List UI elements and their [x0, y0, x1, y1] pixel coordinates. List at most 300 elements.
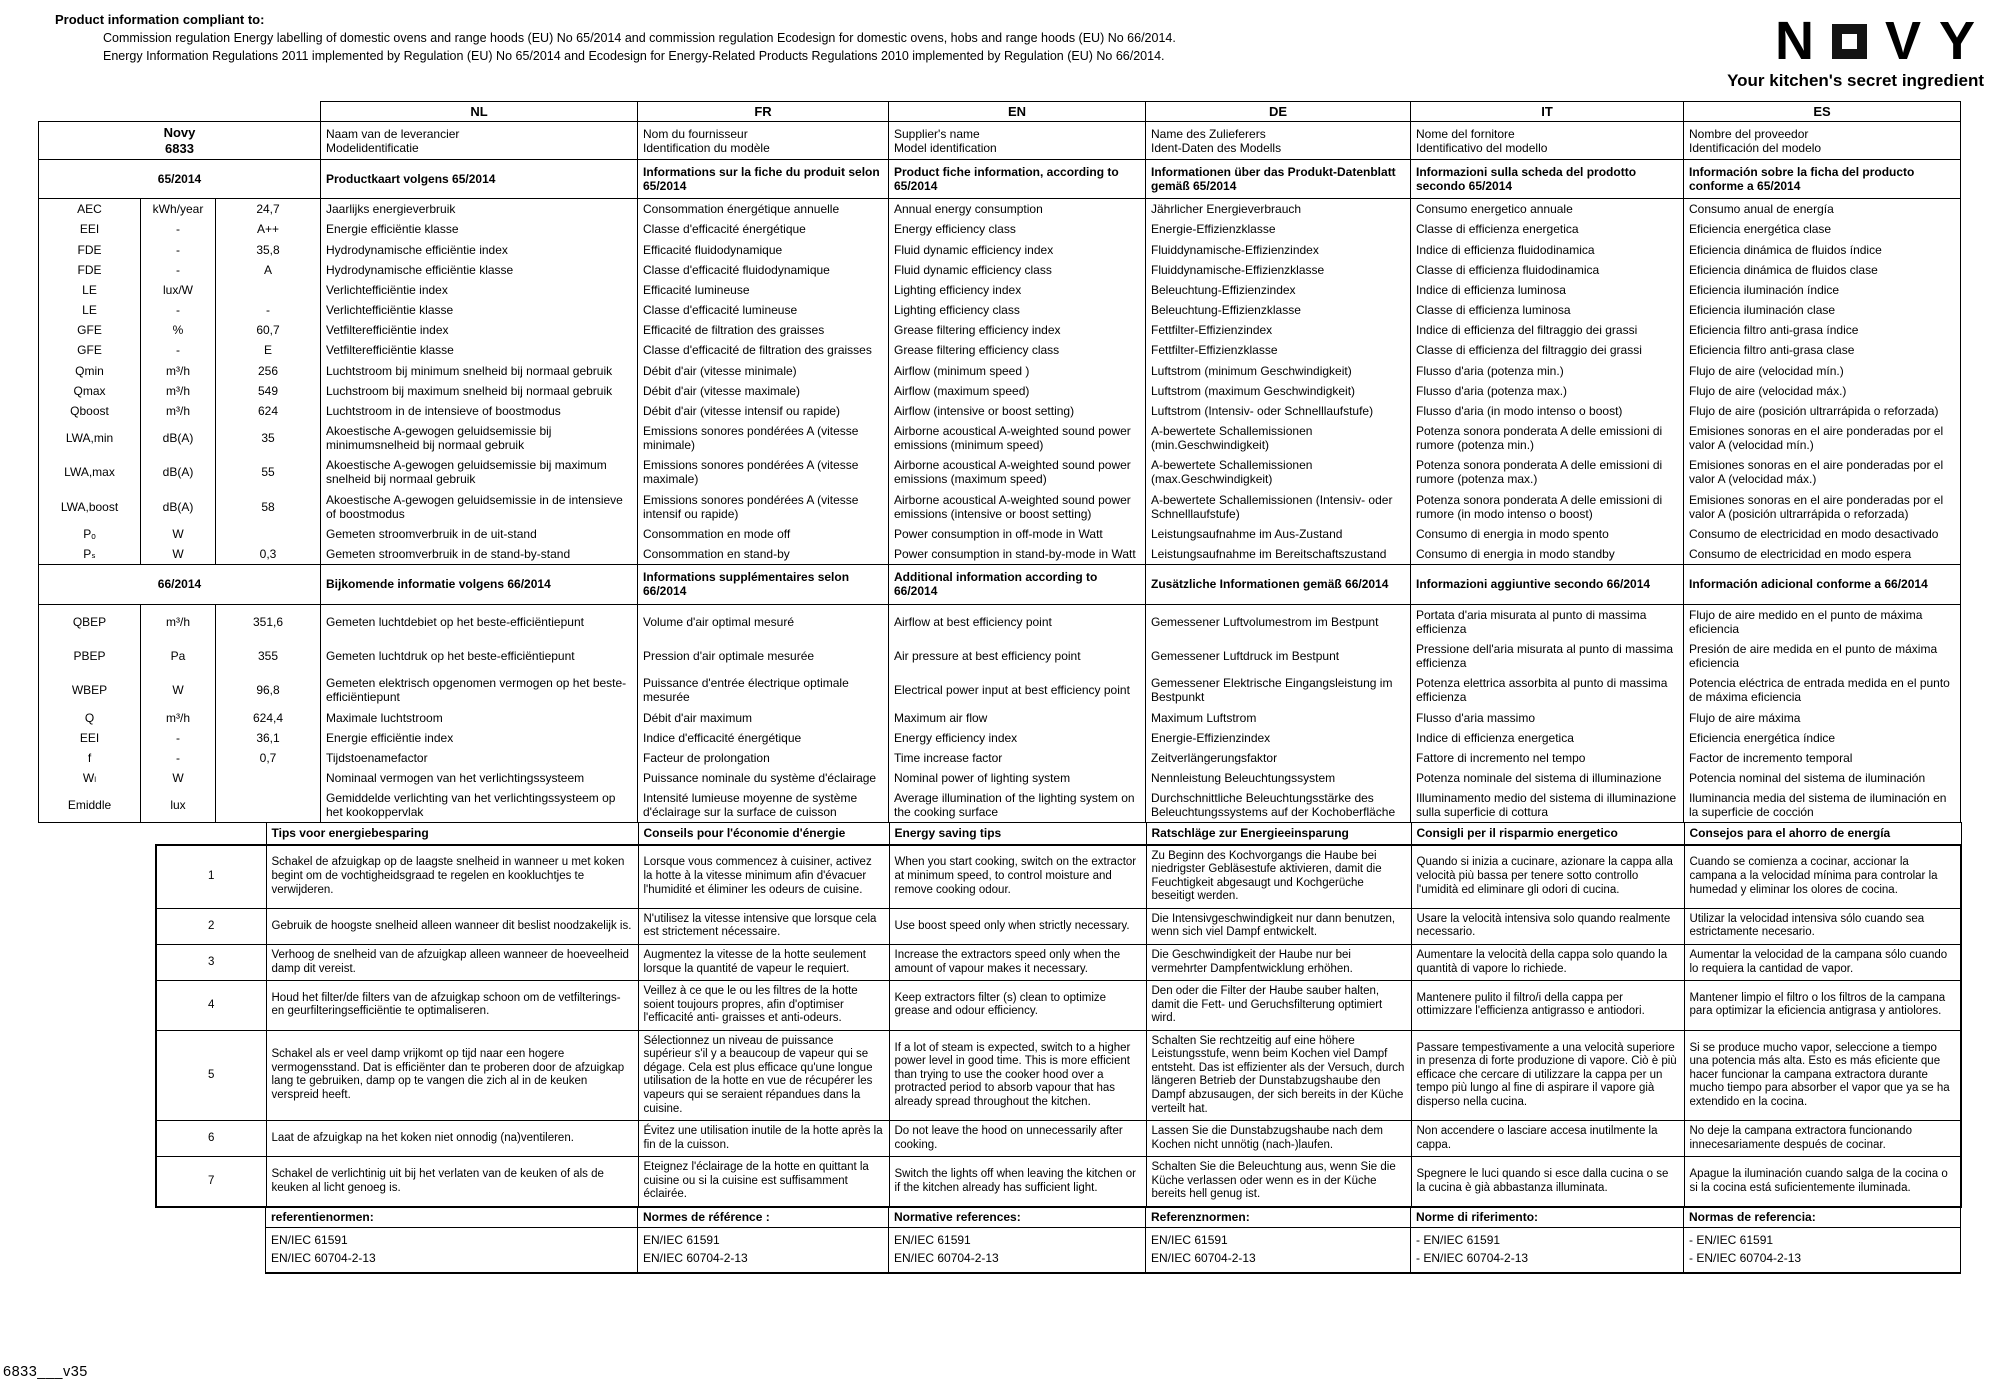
tip-row [156, 1157, 1961, 1207]
parameter-row [39, 401, 1961, 421]
supplier-name: Novy [163, 125, 196, 141]
desc-de-cell: A-bewertete Schallemissionen (Intensiv- oder Schnelllaufstufe) [1146, 490, 1411, 524]
desc-de-cell: Zeitverlängerungsfaktor [1146, 748, 1411, 768]
desc-fr-cell: Consommation en mode off [638, 524, 889, 544]
desc-de-cell: Gemessener Luftvolumestrom im Bestpunt [1146, 604, 1411, 639]
logo-tagline: Your kitchen's secret ingredient [1727, 71, 1984, 90]
desc-de-cell: Fluiddynamische-Effizienzindex [1146, 240, 1411, 260]
tip-nl-cell: Verhoog de snelheid van de afzuigkap alleen wanneer de hoeveelheid damp dit vereist. [266, 944, 638, 980]
tip-de-cell: Schalten Sie rechtzeitig auf eine höhere Leistungsstufe, wenn beim Kochen viel Dampf entsteht. Das ist effizienter als der Versuch, durch längeren Betrieb der Dunstabzugshaube den Dampf abzusaugen, der sich bereits in der Küche verteilt hat. [1146, 1030, 1411, 1120]
tips-title-nl: Tips voor energiebesparing [266, 823, 638, 845]
norms-title-es: Normas de referencia: [1684, 1206, 1961, 1227]
norms-title-fr: Normes de référence : [638, 1206, 889, 1227]
desc-de-cell: Leistungsaufnahme im Aus-Zustand [1146, 524, 1411, 544]
tip-number-cell: 5 [156, 1030, 266, 1120]
desc-es-cell: Emisiones sonoras en el aire ponderadas por el valor A (posición ultrarrápida o reforzada) [1684, 490, 1961, 524]
tips-header-spacer [156, 823, 266, 845]
tip-en-cell: When you start cooking, switch on the extractor at minimum speed, to control moisture and remove cooking odour. [889, 845, 1146, 909]
model-label-line: Identificación del modelo [1689, 140, 1822, 155]
norms-it-cell [1411, 1228, 1684, 1274]
logo-letter: Y [1938, 11, 1975, 71]
tip-row [156, 1030, 1961, 1120]
tip-de-cell: Schalten Sie die Beleuchtung aus, wenn Sie die Küche verlassen oder wenn es in der Küche bereits hell genug ist. [1146, 1157, 1411, 1207]
desc-nl-cell: Luchtstroom in de intensieve of boostmodus [321, 401, 638, 421]
tips-title-en: Energy saving tips [889, 823, 1146, 845]
value-cell: 35 [216, 421, 321, 455]
desc-en-cell: Fluid dynamic efficiency index [889, 240, 1146, 260]
parameter-row [39, 524, 1961, 544]
desc-it-cell: Portata d'aria misurata al punto di massima efficienza [1411, 604, 1684, 639]
tip-number-cell: 2 [156, 908, 266, 944]
desc-nl-cell: Gemiddelde verlichting van het verlichtingssysteem op het kookoppervlak [321, 788, 638, 823]
desc-de-cell: Gemessener Luftdruck im Bestpunt [1146, 639, 1411, 673]
desc-de-cell: Leistungsaufnahme im Bereitschaftszustand [1146, 544, 1411, 565]
symbol-cell: Pₛ [39, 544, 141, 565]
norms-title-nl: referentienormen: [266, 1206, 638, 1227]
value-cell [216, 768, 321, 788]
desc-fr-cell: Classe d'efficacité fluidodynamique [638, 260, 889, 280]
lang-header-it: IT [1411, 102, 1684, 122]
section-65-title-fr: Informations sur la fiche du produit selon 65/2014 [638, 159, 889, 198]
value-cell: 96,8 [216, 673, 321, 707]
parameter-row [39, 455, 1961, 489]
desc-es-cell: Factor de incremento temporal [1684, 748, 1961, 768]
tip-es-cell: Cuando se comienza a cocinar, accionar la campana a la velocidad mínima para controlar la humedad y eliminar los olores de cocina. [1684, 845, 1961, 909]
tip-fr-cell: Eteignez l'éclairage de la hotte en quittant la cuisine ou si la cuisine est suffisamment éclairée. [638, 1157, 889, 1207]
tip-it-cell: Spegnere le luci quando si esce dalla cucina o se la cucina è già abbastanza illuminata. [1411, 1157, 1684, 1207]
desc-it-cell: Consumo di energia in modo standby [1411, 544, 1684, 565]
tip-de-cell: Zu Beginn des Kochvorgangs die Haube bei niedrigster Gebläsestufe aktivieren, damit die Feuchtigkeit abgesaugt und Kochgerüche beseitigt werden. [1146, 845, 1411, 909]
section-66-title-es: Información adicional conforme a 66/2014 [1684, 565, 1961, 604]
desc-de-cell: A-bewertete Schallemissionen (min.Geschwindigkeit) [1146, 421, 1411, 455]
supplier-label-fr [638, 122, 889, 160]
desc-de-cell: Fettfilter-Effizienzindex [1146, 320, 1411, 340]
lang-header-es: ES [1684, 102, 1961, 122]
desc-fr-cell: Volume d'air optimal mesuré [638, 604, 889, 639]
norm-line: EN/IEC 61591 [894, 1233, 971, 1248]
supplier-label-line: Naam van de leverancier [326, 126, 460, 141]
unit-cell: - [141, 728, 216, 748]
unit-cell: lux [141, 788, 216, 823]
model-label-line: Ident-Daten des Modells [1151, 140, 1282, 155]
desc-en-cell: Airflow (minimum speed ) [889, 361, 1146, 381]
compliance-line: Energy Information Regulations 2011 implemented by Regulation (EU) No 65/2014 and Ecodesign for Energy-Related Products Regulations 2010 implemented by Regulation (EU) No 66/2014. [103, 49, 1165, 63]
section-66-title-it: Informazioni aggiuntive secondo 66/2014 [1411, 565, 1684, 604]
section-66-title-en: Additional information according to 66/2014 [889, 565, 1146, 604]
unit-cell: W [141, 768, 216, 788]
supplier-label-nl [321, 122, 638, 160]
novy-logo [1727, 11, 1984, 91]
symbol-cell: LWA,boost [39, 490, 141, 524]
tip-en-cell: Do not leave the hood on unnecessarily after cooking. [889, 1121, 1146, 1157]
desc-fr-cell: Efficacité lumineuse [638, 280, 889, 300]
unit-cell: W [141, 544, 216, 565]
tip-nl-cell: Houd het filter/de filters van de afzuigkap schoon om de vetfilterings- en geurfilteringsefficiëntie te optimaliseren. [266, 981, 638, 1031]
desc-en-cell: Lighting efficiency class [889, 300, 1146, 320]
desc-nl-cell: Gemeten stroomverbruik in de uit-stand [321, 524, 638, 544]
symbol-cell: GFE [39, 340, 141, 360]
section-66-title-de: Zusätzliche Informationen gemäß 66/2014 [1146, 565, 1411, 604]
section-65-title-de: Informationen über das Produkt-Datenblatt gemäß 65/2014 [1146, 159, 1411, 198]
section-66-header-row [39, 565, 1961, 604]
desc-nl-cell: Energie efficiëntie klasse [321, 219, 638, 239]
norms-es-cell [1684, 1228, 1961, 1274]
unit-cell: m³/h [141, 361, 216, 381]
value-cell: 58 [216, 490, 321, 524]
unit-cell: % [141, 320, 216, 340]
desc-fr-cell: Puissance d'entrée électrique optimale mesurée [638, 673, 889, 707]
desc-en-cell: Fluid dynamic efficiency class [889, 260, 1146, 280]
value-cell: 24,7 [216, 199, 321, 220]
desc-nl-cell: Jaarlijks energieverbruik [321, 199, 638, 220]
desc-nl-cell: Maximale luchtstroom [321, 708, 638, 728]
tip-number-cell: 7 [156, 1157, 266, 1207]
parameter-row [39, 199, 1961, 220]
tip-fr-cell: Lorsque vous commencez à cuisiner, activez la hotte à la vitesse minimum afin d'évacuer l'humidité et éliminer les odeurs de cuisine. [638, 845, 889, 909]
tips-title-es: Consejos para el ahorro de energía [1684, 823, 1961, 845]
desc-nl-cell: Nominaal vermogen van het verlichtingssysteem [321, 768, 638, 788]
desc-fr-cell: Débit d'air (vitesse minimale) [638, 361, 889, 381]
tip-de-cell: Die Intensivgeschwindigkeit nur dann benutzen, wenn sich viel Dampf entwickelt. [1146, 908, 1411, 944]
unit-cell: dB(A) [141, 490, 216, 524]
norm-line: EN/IEC 61591 [1151, 1233, 1228, 1248]
symbol-cell: Wₗ [39, 768, 141, 788]
logo-letter: V [1884, 11, 1921, 71]
norm-line: EN/IEC 60704-2-13 [894, 1251, 999, 1266]
supplier-label-de [1146, 122, 1411, 160]
desc-en-cell: Airflow (intensive or boost setting) [889, 401, 1146, 421]
desc-es-cell: Potencia eléctrica de entrada medida en el punto de máxima eficiencia [1684, 673, 1961, 707]
tip-nl-cell: Schakel als er veel damp vrijkomt op tijd naar een hogere vermogensstand. Dat is efficiënter dan te proberen door de afzuigkap lang te gebruiken, damp op te vangen die zich al in de keuken verspreid heeft. [266, 1030, 638, 1120]
desc-en-cell: Electrical power input at best efficiency point [889, 673, 1146, 707]
desc-es-cell: Eficiencia iluminación índice [1684, 280, 1961, 300]
desc-de-cell: Beleuchtung-Effizienzklasse [1146, 300, 1411, 320]
desc-it-cell: Classe di efficienza energetica [1411, 219, 1684, 239]
logo-o-square-icon [1832, 24, 1867, 59]
unit-cell: - [141, 300, 216, 320]
desc-nl-cell: Luchstroom bij maximum snelheid bij normaal gebruik [321, 381, 638, 401]
reference-norms-table [265, 1206, 1961, 1274]
desc-it-cell: Classe di efficienza fluidodinamica [1411, 260, 1684, 280]
symbol-cell: AEC [39, 199, 141, 220]
norm-line: EN/IEC 61591 [271, 1233, 348, 1248]
desc-it-cell: Flusso d'aria massimo [1411, 708, 1684, 728]
symbol-cell: Emiddle [39, 788, 141, 823]
desc-fr-cell: Indice d'efficacité énergétique [638, 728, 889, 748]
desc-it-cell: Flusso d'aria (in modo intenso o boost) [1411, 401, 1684, 421]
language-header-row [39, 102, 1961, 122]
symbol-cell: FDE [39, 260, 141, 280]
desc-it-cell: Potenza sonora ponderata A delle emissioni di rumore (potenza max.) [1411, 455, 1684, 489]
parameter-row [39, 361, 1961, 381]
tips-header-row [156, 823, 1961, 845]
model-label-line: Model identification [894, 140, 997, 155]
desc-fr-cell: Débit d'air maximum [638, 708, 889, 728]
compliance-title: Product information compliant to: [55, 12, 265, 27]
lang-header-en: EN [889, 102, 1146, 122]
norms-title-de: Referenznormen: [1146, 1206, 1411, 1227]
unit-cell: dB(A) [141, 421, 216, 455]
desc-nl-cell: Vetfilterefficiëntie index [321, 320, 638, 340]
desc-fr-cell: Facteur de prolongation [638, 748, 889, 768]
parameter-row [39, 421, 1961, 455]
desc-en-cell: Annual energy consumption [889, 199, 1146, 220]
tip-es-cell: No deje la campana extractora funcionando innecesariamente después de cocinar. [1684, 1121, 1961, 1157]
desc-it-cell: Indice di efficienza energetica [1411, 728, 1684, 748]
symbol-cell: EEI [39, 728, 141, 748]
desc-nl-cell: Gemeten luchtdebiet op het beste-efficiëntiepunt [321, 604, 638, 639]
parameter-row [39, 300, 1961, 320]
symbol-cell: LWA,min [39, 421, 141, 455]
symbol-cell: LE [39, 280, 141, 300]
tip-row [156, 845, 1961, 909]
unit-cell: W [141, 673, 216, 707]
value-cell [216, 524, 321, 544]
desc-it-cell: Fattore di incremento nel tempo [1411, 748, 1684, 768]
page-header [0, 0, 2012, 91]
tip-fr-cell: Augmentez la vitesse de la hotte seulement lorsque la quantité de vapeur le requiert. [638, 944, 889, 980]
desc-de-cell: Durchschnittliche Beleuchtungsstärke des Beleuchtungssystems auf der Kochoberfläche [1146, 788, 1411, 823]
product-info-table [38, 101, 1961, 823]
desc-en-cell: Airborne acoustical A-weighted sound power emissions (intensive or boost setting) [889, 490, 1146, 524]
tips-title-de: Ratschläge zur Energieeinsparung [1146, 823, 1411, 845]
norm-line: - EN/IEC 61591 [1416, 1233, 1501, 1248]
desc-en-cell: Air pressure at best efficiency point [889, 639, 1146, 673]
norms-header-row [266, 1206, 1961, 1227]
value-cell: 351,6 [216, 604, 321, 639]
section-65-title-es: Información sobre la ficha del producto conforme a 65/2014 [1684, 159, 1961, 198]
value-cell: 0,7 [216, 748, 321, 768]
tip-it-cell: Quando si inizia a cucinare, azionare la cappa alla velocità più bassa per tenere sotto controllo l'umidità ed eliminare gli odori di cucina. [1411, 845, 1684, 909]
supplier-label-en [889, 122, 1146, 160]
symbol-cell: LE [39, 300, 141, 320]
tip-nl-cell: Gebruik de hoogste snelheid alleen wanneer dit beslist noodzakelijk is. [266, 908, 638, 944]
desc-it-cell: Potenza elettrica assorbita al punto di massima efficienza [1411, 673, 1684, 707]
desc-es-cell: Flujo de aire (velocidad mín.) [1684, 361, 1961, 381]
tip-row [156, 944, 1961, 980]
desc-it-cell: Illuminamento medio del sistema di illuminazione sulla superficie di cottura [1411, 788, 1684, 823]
desc-fr-cell: Pression d'air optimale mesurée [638, 639, 889, 673]
desc-es-cell: Eficiencia energética clase [1684, 219, 1961, 239]
supplier-identity [39, 122, 321, 160]
desc-de-cell: Maximum Luftstrom [1146, 708, 1411, 728]
desc-nl-cell: Vetfilterefficiëntie klasse [321, 340, 638, 360]
desc-es-cell: Emisiones sonoras en el aire ponderadas por el valor A (velocidad mín.) [1684, 421, 1961, 455]
parameter-row [39, 728, 1961, 748]
tip-de-cell: Den oder die Filter der Haube sauber halten, damit die Fett- und Geruchsfilterung optimiert wird. [1146, 981, 1411, 1031]
tip-it-cell: Passare tempestivamente a una velocità superiore in presenza di forte produzione di vapore. Ciò è più efficace che cercare di utilizzare la cappa per un tempo più lungo al fine di aspirare il vapore già disperso nella cucina. [1411, 1030, 1684, 1120]
symbol-cell: QBEP [39, 604, 141, 639]
tip-fr-cell: Veillez à ce que le ou les filtres de la hotte soient toujours propres, afin d'optimiser l'efficacité anti- graisses et anti-odeurs. [638, 981, 889, 1031]
tip-nl-cell: Laat de afzuigkap na het koken niet onnodig (na)ventileren. [266, 1121, 638, 1157]
section-65-title-nl: Productkaart volgens 65/2014 [321, 159, 638, 198]
desc-en-cell: Time increase factor [889, 748, 1146, 768]
desc-en-cell: Airflow (maximum speed) [889, 381, 1146, 401]
desc-fr-cell: Classe d'efficacité énergétique [638, 219, 889, 239]
desc-en-cell: Power consumption in off-mode in Watt [889, 524, 1146, 544]
desc-de-cell: Energie-Effizienzindex [1146, 728, 1411, 748]
parameter-row [39, 544, 1961, 565]
energy-saving-tips-table [155, 822, 1962, 1208]
tips-title-it: Consigli per il risparmio energetico [1411, 823, 1684, 845]
desc-nl-cell: Akoestische A-gewogen geluidsemissie bij maximum snelheid bij normaal gebruik [321, 455, 638, 489]
desc-fr-cell: Puissance nominale du système d'éclairage [638, 768, 889, 788]
value-cell: 624 [216, 401, 321, 421]
symbol-cell: Qmax [39, 381, 141, 401]
supplier-row [39, 122, 1961, 160]
unit-cell: dB(A) [141, 455, 216, 489]
desc-de-cell: Fettfilter-Effizienzklasse [1146, 340, 1411, 360]
parameter-row [39, 340, 1961, 360]
desc-de-cell: Beleuchtung-Effizienzindex [1146, 280, 1411, 300]
tip-de-cell: Die Geschwindigkeit der Haube nur bei vermehrter Dampfentwicklung erhöhen. [1146, 944, 1411, 980]
section-65-title-en: Product fiche information, according to 65/2014 [889, 159, 1146, 198]
unit-cell: m³/h [141, 708, 216, 728]
norm-line: - EN/IEC 61591 [1689, 1233, 1774, 1248]
desc-es-cell: Flujo de aire (posición ultrarrápida o reforzada) [1684, 401, 1961, 421]
tip-en-cell: Keep extractors filter (s) clean to optimize grease and odour efficiency. [889, 981, 1146, 1031]
desc-nl-cell: Verlichtefficiëntie klasse [321, 300, 638, 320]
symbol-cell: Q [39, 708, 141, 728]
value-cell: E [216, 340, 321, 360]
desc-nl-cell: Akoestische A-gewogen geluidsemissie bij minimumsnelheid bij normaal gebruik [321, 421, 638, 455]
desc-nl-cell: Luchtstroom bij minimum snelheid bij normaal gebruik [321, 361, 638, 381]
lang-header-nl: NL [321, 102, 638, 122]
desc-fr-cell: Classe d'efficacité lumineuse [638, 300, 889, 320]
desc-it-cell: Indice di efficienza del filtraggio dei grassi [1411, 320, 1684, 340]
unit-cell: - [141, 260, 216, 280]
supplier-label-line: Nom du fournisseur [643, 126, 748, 141]
value-cell: 355 [216, 639, 321, 673]
tip-number-cell: 6 [156, 1121, 266, 1157]
tip-number-cell: 4 [156, 981, 266, 1031]
desc-en-cell: Nominal power of lighting system [889, 768, 1146, 788]
model-label-line: Identificativo del modello [1416, 140, 1548, 155]
desc-en-cell: Average illumination of the lighting system on the cooking surface [889, 788, 1146, 823]
value-cell: 256 [216, 361, 321, 381]
desc-en-cell: Energy efficiency class [889, 219, 1146, 239]
unit-cell: - [141, 219, 216, 239]
section-66-code: 66/2014 [39, 565, 321, 604]
unit-cell: m³/h [141, 381, 216, 401]
value-cell: 36,1 [216, 728, 321, 748]
desc-it-cell: Consumo di energia in modo spento [1411, 524, 1684, 544]
desc-en-cell: Maximum air flow [889, 708, 1146, 728]
desc-it-cell: Potenza nominale del sistema di illuminazione [1411, 768, 1684, 788]
supplier-label-it [1411, 122, 1684, 160]
tip-en-cell: Switch the lights off when leaving the kitchen or if the kitchen already has sufficient light. [889, 1157, 1146, 1207]
value-cell: 0,3 [216, 544, 321, 565]
value-cell: - [216, 300, 321, 320]
supplier-label-line: Nombre del proveedor [1689, 126, 1809, 141]
desc-it-cell: Potenza sonora ponderata A delle emissioni di rumore (potenza min.) [1411, 421, 1684, 455]
desc-fr-cell: Consommation énergétique annuelle [638, 199, 889, 220]
tips-title-fr: Conseils pour l'économie d'énergie [638, 823, 889, 845]
section-65-header-row [39, 159, 1961, 198]
symbol-cell: FDE [39, 240, 141, 260]
desc-nl-cell: Gemeten luchtdruk op het beste-efficiëntiepunt [321, 639, 638, 673]
desc-fr-cell: Intensité lumieuse moyenne de système d'éclairage sur la surface de cuisson [638, 788, 889, 823]
desc-nl-cell: Akoestische A-gewogen geluidsemissie in de intensieve of boostmodus [321, 490, 638, 524]
desc-es-cell: Potencia nominal del sistema de iluminación [1684, 768, 1961, 788]
symbol-cell: f [39, 748, 141, 768]
desc-de-cell: Jährlicher Energieverbrauch [1146, 199, 1411, 220]
compliance-line: Commission regulation Energy labelling of domestic ovens and range hoods (EU) No 65/2014 and commission regulation Ecodesign for domestic ovens, hobs and range hoods (EU) No 66/2014. [103, 31, 1176, 45]
desc-es-cell: Eficiencia energética índice [1684, 728, 1961, 748]
doc-version: 6833___v35 [3, 1364, 88, 1380]
value-cell [216, 280, 321, 300]
unit-cell: m³/h [141, 401, 216, 421]
parameter-row [39, 240, 1961, 260]
desc-it-cell: Indice di efficienza fluidodinamica [1411, 240, 1684, 260]
symbol-cell: PBEP [39, 639, 141, 673]
desc-nl-cell: Tijdstoenamefactor [321, 748, 638, 768]
value-cell [216, 788, 321, 823]
supplier-label-line: Name des Zulieferers [1151, 126, 1266, 141]
supplier-label-line: Nome del fornitore [1416, 126, 1515, 141]
desc-de-cell: Luftstrom (maximum Geschwindigkeit) [1146, 381, 1411, 401]
tip-row [156, 1121, 1961, 1157]
tip-row [156, 908, 1961, 944]
desc-de-cell: Luftstrom (Intensiv- oder Schnelllaufstufe) [1146, 401, 1411, 421]
desc-es-cell: Flujo de aire máxima [1684, 708, 1961, 728]
corner-spacer [39, 102, 321, 122]
parameter-row [39, 381, 1961, 401]
tips-box [156, 845, 1961, 1207]
desc-es-cell: Consumo de electricidad en modo espera [1684, 544, 1961, 565]
symbol-cell: Qboost [39, 401, 141, 421]
desc-en-cell: Airborne acoustical A-weighted sound power emissions (minimum speed) [889, 421, 1146, 455]
tip-en-cell: Use boost speed only when strictly necessary. [889, 908, 1146, 944]
desc-es-cell: Eficiencia iluminación clase [1684, 300, 1961, 320]
tip-nl-cell: Schakel de afzuigkap op de laagste snelheid in wanneer u met koken begint om de vochtigheidsgraad te regelen en kookluchtjes te verwijderen. [266, 845, 638, 909]
desc-nl-cell: Verlichtefficiëntie index [321, 280, 638, 300]
tip-es-cell: Mantener limpio el filtro o los filtros de la campana para optimizar la eficiencia antigrasa y antiolores. [1684, 981, 1961, 1031]
desc-es-cell: Eficiencia filtro anti-grasa clase [1684, 340, 1961, 360]
tip-es-cell: Si se produce mucho vapor, seleccione a tiempo una potencia más alta. Esto es más eficiente que hacer funcionar la campana extractora durante mucho tiempo para absorber el vapor que ya se ha extendido en la cocina. [1684, 1030, 1961, 1120]
symbol-cell: LWA,max [39, 455, 141, 489]
desc-es-cell: Eficiencia dinámica de fluidos índice [1684, 240, 1961, 260]
model-label-line: Modelidentificatie [326, 140, 419, 155]
norms-fr-cell [638, 1228, 889, 1274]
desc-en-cell: Airflow at best efficiency point [889, 604, 1146, 639]
parameter-row [39, 748, 1961, 768]
desc-fr-cell: Emissions sonores pondérées A (vitesse intensif ou rapide) [638, 490, 889, 524]
value-cell: 549 [216, 381, 321, 401]
symbol-cell: Pₒ [39, 524, 141, 544]
unit-cell: Pa [141, 639, 216, 673]
desc-es-cell: Emisiones sonoras en el aire ponderadas por el valor A (velocidad máx.) [1684, 455, 1961, 489]
lang-header-fr: FR [638, 102, 889, 122]
section-65-code: 65/2014 [39, 159, 321, 198]
desc-en-cell: Grease filtering efficiency index [889, 320, 1146, 340]
tip-fr-cell: Évitez une utilisation inutile de la hotte après la fin de la cuisson. [638, 1121, 889, 1157]
desc-it-cell: Pressione dell'aria misurata al punto di massima efficienza [1411, 639, 1684, 673]
compliance-block [55, 12, 1176, 63]
desc-es-cell: Flujo de aire (velocidad máx.) [1684, 381, 1961, 401]
supplier-label-line: Supplier's name [894, 126, 980, 141]
lang-header-de: DE [1146, 102, 1411, 122]
unit-cell: - [141, 240, 216, 260]
desc-en-cell: Grease filtering efficiency class [889, 340, 1146, 360]
desc-it-cell: Flusso d'aria (potenza min.) [1411, 361, 1684, 381]
desc-fr-cell: Emissions sonores pondérées A (vitesse minimale) [638, 421, 889, 455]
desc-es-cell: Eficiencia filtro anti-grasa índice [1684, 320, 1961, 340]
symbol-cell: GFE [39, 320, 141, 340]
norms-nl-cell [266, 1228, 638, 1274]
parameter-row [39, 768, 1961, 788]
parameter-row [39, 260, 1961, 280]
